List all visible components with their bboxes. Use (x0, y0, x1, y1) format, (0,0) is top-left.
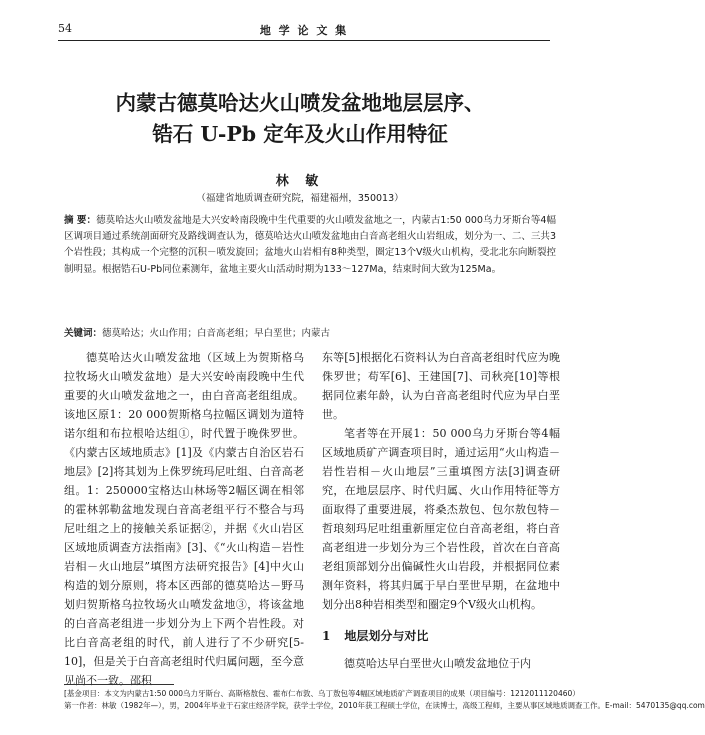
journal-name: 地 学 论 文 集 (259, 24, 349, 37)
footnote-author: 第一作者：林敏（1982年—），男，2004年毕业于石家庄经济学院，获学士学位，2010年获工程硕士学位，在读博士，高级工程师，主要从事区域地质调查工作。E-mail：5470135@qq.com (64, 701, 705, 710)
section-title: 地层划分与对比 (344, 629, 429, 643)
body-paragraph: 德莫哈达早白垩世火山喷发盆地位于内 (344, 657, 531, 670)
paper-title (40, 88, 560, 150)
footnote-funding: [基金项目：本文为内蒙古1:50 000乌力牙斯台、高斯格敖包、霍布仁布敦、乌丁敖包等4幅区域地质矿产调查项目的成果（项目编号：1212011120460） (64, 689, 580, 698)
body-column-right (322, 348, 560, 673)
title-line-1: 内蒙古德莫哈达火山喷发盆地地层层序、 (115, 91, 485, 115)
affiliation: （福建省地质调查研究院，福建福州，350013） (196, 193, 404, 204)
header-rule (58, 40, 550, 41)
author: 林 敏 (275, 174, 325, 189)
keywords-label: 关键词： (64, 328, 103, 339)
abstract-text: 德莫哈达火山喷发盆地是大兴安岭南段晚中生代重要的火山喷发盆地之一，内蒙古1:50 000乌力牙斯台等4幅区调项目通过系统剖面研究及路线调查认为，德莫哈达火山喷发盆地由白音高老组火山岩组成，划分为一、二、三共3个岩性段；其构成一个完整的沉积－喷发旋回；盆地火山岩相有8种类型，圈定13个Ⅴ级火山机构，受北北东向断裂控制明显。根据锆石U-Pb同位素测年，盆地主要火山活动时期为133～127Ma，结束时间大致为125Ma。 (64, 215, 557, 275)
section-heading (322, 627, 560, 646)
body-paragraph: 德莫哈达火山喷发盆地（区域上为贺斯格乌拉牧场火山喷发盆地）是大兴安岭南段晚中生代重要的火山喷发盆地之一，由白音高老组组成。该地区原1：20 000贺斯格乌拉幅区调划为道特诺尔组和布拉根哈达组①，时代置于晚侏罗世。《内蒙古区域地质志》[1]及《内蒙古自治区岩石地层》[2]将其划为上侏罗统玛尼吐组、白音高老组。1：250000宝格达山林场等2幅区调在相邻的霍林郭勒盆地发现白音高老组平行不整合与玛尼吐组之上的接触关系证据②，并据《火山岩区区域地质调查方法指南》[3]、《“火山构造－岩性岩相－火山地层”填图方法研究报告》[4]中火山构造的划分原则，将本区西部的德莫哈达－野马划归贺斯格乌拉牧场火山喷发盆地③，将该盆地的白音高老组进一步划分为上下两个岩性段。对比白音高老组的时代，前人进行了不少研究[5-10]，但是关于白音高老组时代归属问题，至今意见尚不一致。邵积 (64, 351, 304, 687)
abstract-label: 摘 要： (64, 215, 97, 226)
keywords-text: 德莫哈达；火山作用；白音高老组；早白垩世；内蒙古 (102, 328, 331, 339)
keywords (64, 325, 556, 339)
body-column-left (64, 348, 304, 690)
running-header (58, 22, 550, 40)
title-line-2: 锆石 U-Pb 定年及火山作用特征 (152, 122, 448, 146)
body-paragraph: 笔者等在开展1：50 000乌力牙斯台等4幅区域地质矿产调查项目时，通过运用“火山构造－岩性岩相－火山地层”三重填图方法[3]调查研究，在地层层序、时代归属、火山作用特征等方面取得了重要进展，将桑杰敖包、包尔敖包特－哲琅刻玛尼吐组重新厘定位白音高老组，将白音高老组进一步划分为三个岩性段，首次在白音高老组顶部划分出偏碱性火山岩段，并根据同位素测年资料，将其归属于早白垩世早期，在盆地中划分出8种岩相类型和圈定9个Ⅴ级火山机构。 (322, 427, 560, 611)
abstract (64, 213, 556, 278)
footnotes (64, 688, 705, 712)
section-number: 1 (322, 629, 331, 643)
page-number: 54 (58, 22, 72, 35)
body-paragraph: 东等[5]根据化石资料认为白音高老组时代应为晚侏罗世；苟军[6]、王建国[7]、司秋亮[10]等根据同位素年龄，认为白音高老组时代应为早白垩世。 (322, 351, 560, 421)
footnote-rule (64, 684, 174, 685)
